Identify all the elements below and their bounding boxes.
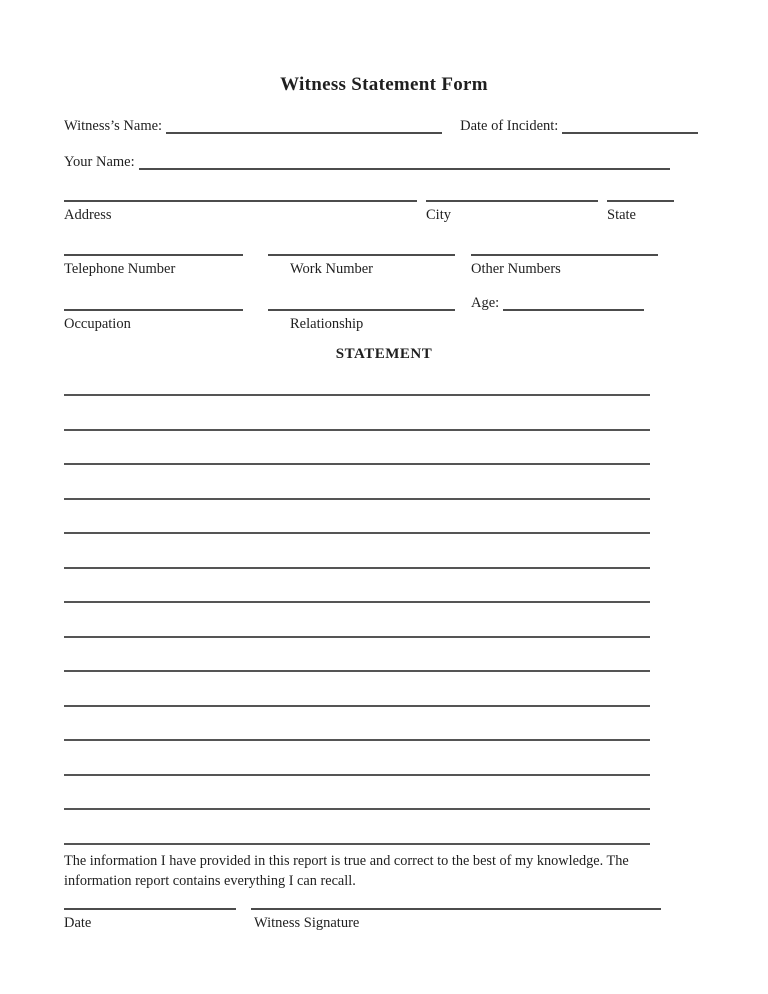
- witness-signature-label: Witness Signature: [254, 914, 360, 931]
- telephone-number-label: Telephone Number: [64, 261, 176, 277]
- work-number-label: Work Number: [290, 261, 373, 277]
- signature-row: [64, 908, 768, 932]
- state-label: State: [607, 207, 636, 223]
- form-title: Witness Statement Form: [280, 74, 488, 95]
- occupation-label: Occupation: [64, 316, 131, 332]
- statement-writing-line[interactable]: [64, 636, 650, 638]
- date-label: Date: [64, 914, 92, 931]
- statement-heading: STATEMENT: [335, 346, 433, 362]
- relationship-col: [268, 309, 455, 333]
- statement-writing-line[interactable]: [64, 670, 650, 672]
- certification-text: The information I have provided in this report is true and correct to the best of my knowledge. The information report contains everything I can recall.: [64, 852, 629, 890]
- address-row: [64, 200, 768, 224]
- address-label: Address: [64, 207, 112, 223]
- age-field[interactable]: [503, 293, 644, 311]
- state-field[interactable]: [607, 200, 674, 202]
- phone-row: [64, 254, 768, 278]
- relationship-field[interactable]: [268, 309, 455, 311]
- statement-writing-line[interactable]: [64, 429, 650, 431]
- name-incident-row: [64, 116, 768, 135]
- address-field[interactable]: [64, 200, 417, 202]
- date-col: [64, 908, 236, 932]
- statement-lines: [64, 394, 768, 845]
- witness-name-field[interactable]: [166, 116, 442, 134]
- statement-writing-line[interactable]: [64, 532, 650, 534]
- statement-writing-line[interactable]: [64, 705, 650, 707]
- city-col: [426, 200, 598, 224]
- statement-writing-line[interactable]: [64, 463, 650, 465]
- statement-writing-line[interactable]: [64, 774, 650, 776]
- date-of-incident-label: Date of Incident:: [460, 118, 559, 134]
- statement-writing-line[interactable]: [64, 567, 650, 569]
- work-number-field[interactable]: [268, 254, 455, 256]
- witness-signature-col: [251, 908, 661, 932]
- occupation-row: [64, 295, 768, 333]
- your-name-label: Your Name:: [64, 154, 135, 170]
- other-numbers-col: [471, 254, 658, 278]
- witness-name-label: Witness’s Name:: [64, 118, 163, 134]
- other-numbers-field[interactable]: [471, 254, 658, 256]
- occupation-col: [64, 309, 243, 333]
- date-of-incident-field[interactable]: [562, 116, 698, 134]
- statement-writing-line[interactable]: [64, 394, 650, 396]
- age-label: Age:: [471, 295, 500, 311]
- statement-writing-line[interactable]: [64, 808, 650, 810]
- date-field[interactable]: [64, 908, 236, 910]
- statement-writing-line[interactable]: [64, 843, 650, 845]
- your-name-row: [64, 152, 768, 171]
- work-number-col: [268, 254, 455, 278]
- witness-signature-field[interactable]: [251, 908, 661, 910]
- telephone-col: [64, 254, 243, 278]
- telephone-number-field[interactable]: [64, 254, 243, 256]
- address-col: [64, 200, 417, 224]
- city-label: City: [426, 207, 451, 223]
- state-col: [607, 200, 674, 224]
- statement-writing-line[interactable]: [64, 601, 650, 603]
- statement-writing-line[interactable]: [64, 739, 650, 741]
- occupation-field[interactable]: [64, 309, 243, 311]
- other-numbers-label: Other Numbers: [471, 261, 561, 277]
- your-name-field[interactable]: [139, 152, 670, 170]
- city-field[interactable]: [426, 200, 598, 202]
- age-col: [471, 295, 658, 333]
- relationship-label: Relationship: [290, 316, 364, 332]
- statement-writing-line[interactable]: [64, 498, 650, 500]
